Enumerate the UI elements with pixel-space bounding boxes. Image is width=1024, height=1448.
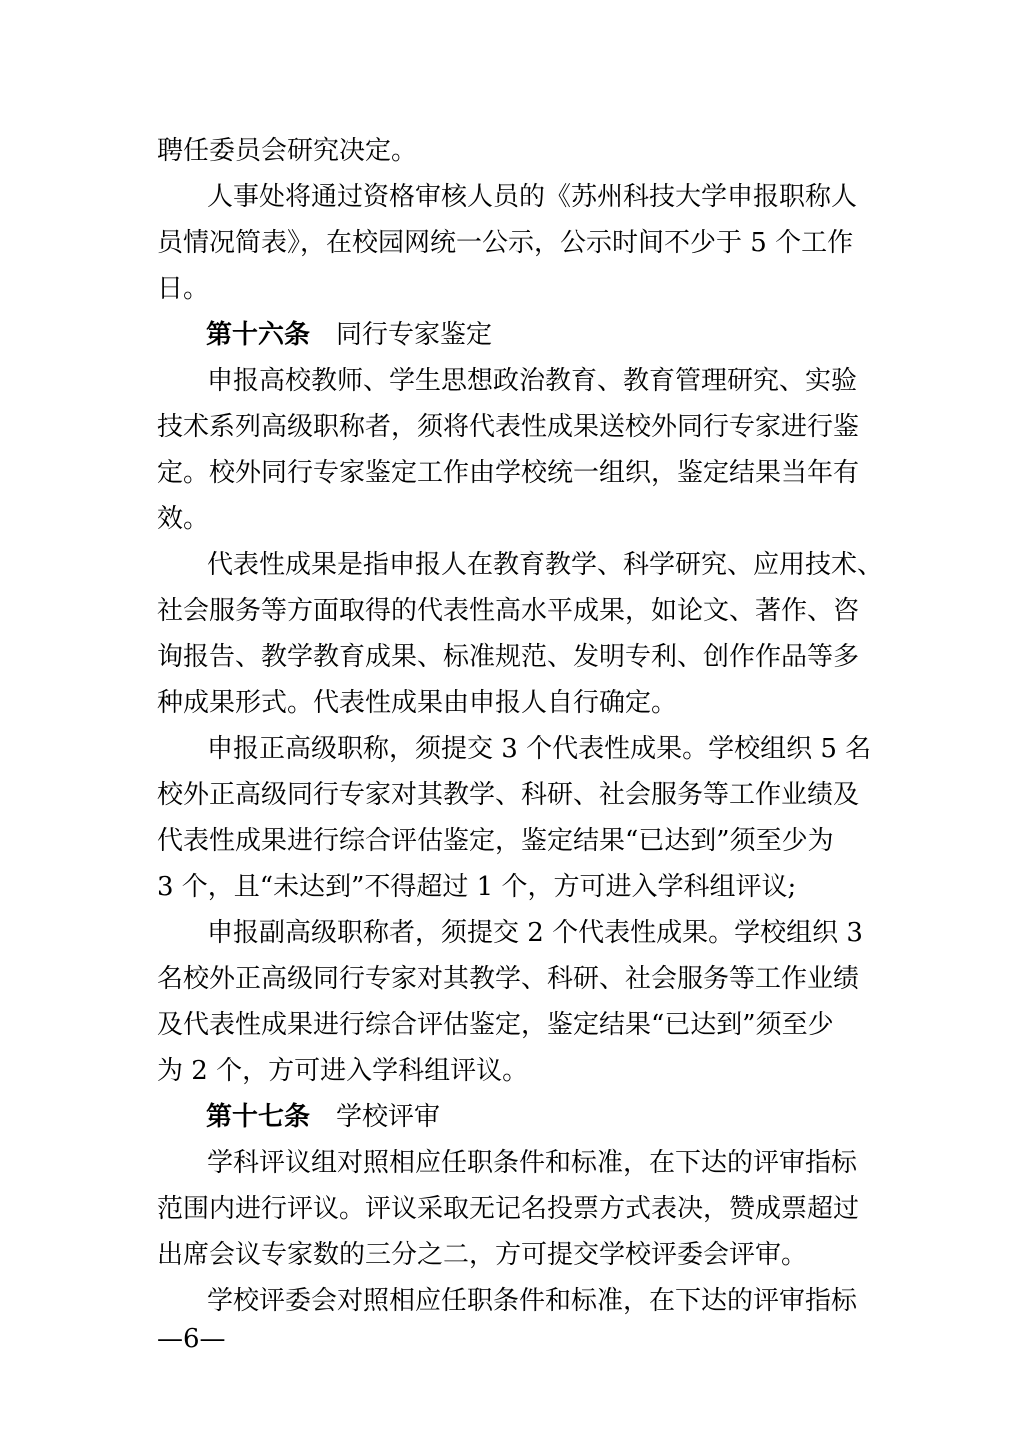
text-line: 申报正高级职称，须提交 3 个代表性成果。学校组织 5 名 — [207, 734, 872, 764]
text-line: 定。校外同行专家鉴定工作由学校统一组织，鉴定结果当年有 — [157, 458, 860, 488]
text-line: 人事处将通过资格审核人员的《苏州科技大学申报职称人 — [207, 182, 858, 212]
text-line: 申报高校教师、学生思想政治教育、教育管理研究、实验 — [207, 366, 858, 396]
text-line: 社会服务等方面取得的代表性高水平成果，如论文、著作、咨 — [157, 596, 860, 626]
article-16-heading — [206, 318, 492, 352]
text-line: 校外正高级同行专家对其教学、科研、社会服务等工作业绩及 — [157, 780, 860, 810]
text-line: 种成果形式。代表性成果由申报人自行确定。 — [157, 688, 678, 718]
text-line: 询报告、教学教育成果、标准规范、发明专利、创作作品等多 — [157, 642, 860, 672]
text-line: 学科评议组对照相应任职条件和标准，在下达的评审指标 — [207, 1148, 858, 1178]
text-line: 为 2 个，方可进入学科组评议。 — [157, 1056, 529, 1086]
article-17-title: 学校评审 — [336, 1102, 441, 1132]
article-16-title: 同行专家鉴定 — [336, 320, 493, 350]
article-17-heading — [206, 1100, 440, 1134]
text-line: 名校外正高级同行专家对其教学、科研、社会服务等工作业绩 — [157, 964, 860, 994]
page-number: —6— — [157, 1324, 226, 1354]
text-line: 出席会议专家数的三分之二，方可提交学校评委会评审。 — [157, 1240, 808, 1270]
text-line: 技术系列高级职称者，须将代表性成果送校外同行专家进行鉴 — [157, 412, 860, 442]
article-17-number: 第十七条 — [206, 1102, 311, 1132]
article-16-number: 第十六条 — [206, 320, 311, 350]
text-line: 范围内进行评议。评议采取无记名投票方式表决，赞成票超过 — [157, 1194, 860, 1224]
text-line: 3 个，且“未达到”不得超过 1 个，方可进入学科组评议; — [157, 872, 797, 902]
text-line: 员情况简表》，在校园网统一公示，公示时间不少于 5 个工作 — [157, 228, 854, 258]
text-line: 聘任委员会研究决定。 — [157, 136, 418, 166]
text-line: 日。 — [157, 274, 210, 304]
text-line: 学校评委会对照相应任职条件和标准，在下达的评审指标 — [207, 1286, 858, 1316]
text-line: 申报副高级职称者，须提交 2 个代表性成果。学校组织 3 — [207, 918, 863, 948]
text-line: 代表性成果是指申报人在教育教学、科学研究、应用技术、 — [207, 550, 884, 580]
text-line: 及代表性成果进行综合评估鉴定，鉴定结果“已达到”须至少 — [157, 1010, 834, 1040]
text-line: 效。 — [157, 504, 210, 534]
text-line: 代表性成果进行综合评估鉴定，鉴定结果“已达到”须至少为 — [157, 826, 834, 856]
